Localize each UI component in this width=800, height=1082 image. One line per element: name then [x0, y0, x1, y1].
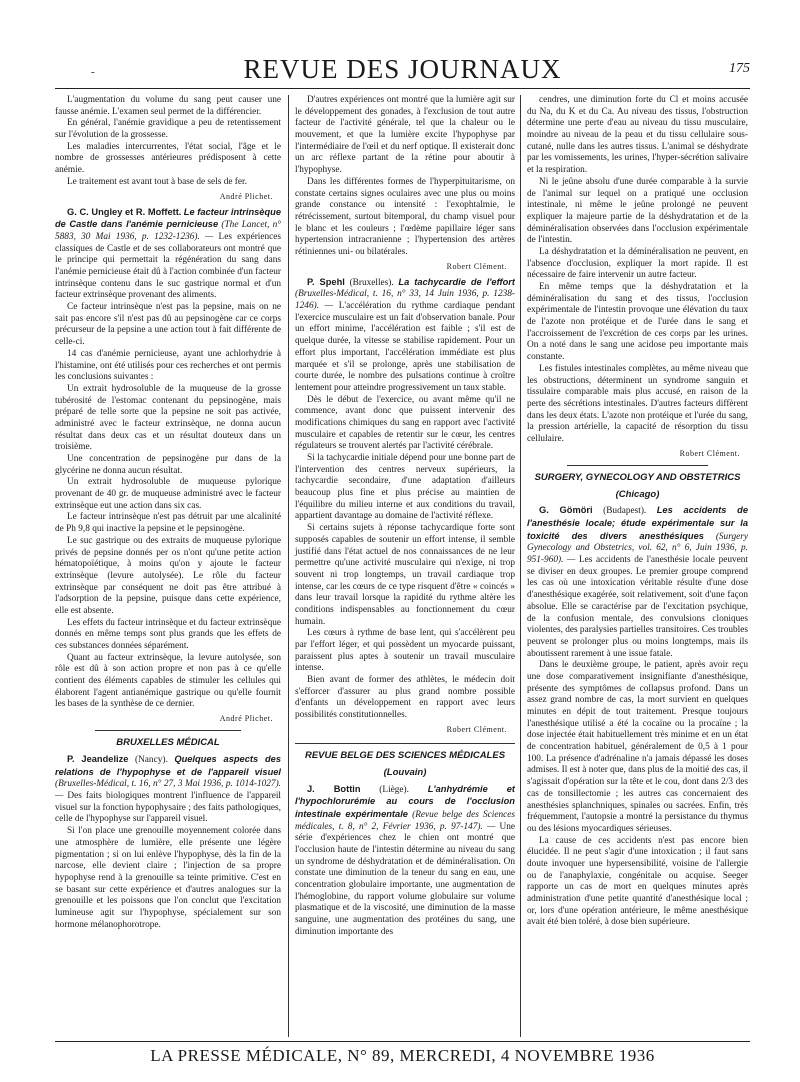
section-heading: SURGERY, GYNECOLOGY AND OBSTETRICS: [534, 471, 741, 483]
paragraph: Le facteur intrinsèque n'est pas détruit par une alcalinité de Ph 9,8 qui inactive la pepsine et le pepsinogène.: [55, 512, 281, 535]
paragraph: Dans les différentes formes de l'hyperpituitarisme, on constate certains signes oculaires avec une plus ou moins grande constance ou intensité : l'exophtalmie, le rétrécissement, surtout bitemporal, du champ visuel pour le blanc et les couleurs ; l'œdème papillaire léger sans hypertension intracranienne ; l'hypertension des artères rétiniennes uni- ou bilatérales.: [295, 176, 515, 257]
paragraph: D'autres expériences ont montré que la lumière agit sur le développement des gonades, à l'exclusion de tout autre facteur de l'activité générale, tel que la chaleur ou le mouvement, et que la lumière excite l'hypophyse par l'intermédiaire de l'œil et du nerf optique. Il existerait donc un arc réflexe partant de la rétine pour aboutir à l'hypophyse.: [295, 95, 515, 176]
paragraph: Bien avant de former des athlètes, le médecin doit s'efforcer d'assurer au plus grand nombre possible d'enfants un développement en rapport avec leurs possibilités constitutionnelles.: [295, 675, 515, 721]
article-author: G. C. Ungley et R. Moffett.: [67, 206, 182, 217]
paragraph: Les accidents de l'anesthésie locale peuvent se diviser en deux groupes. Le premier groupe comprend les cas où une intoxication véritable résulte d'une dose d'anesthésique exagérée, soit relativement, soit d'une façon absolue. Elle se caractérise par de l'excitation psychique, de la confusion mentale, des convulsions cloniques violentes, des paralysies partielles transitoires. Ces troubles peuvent se prolonger plus ou moins longtemps, mais ils aboutissent rarement à une issue fatale.: [527, 555, 748, 659]
article-title: Les accidents de l'anesthésie locale; étude expérimentale sur la toxicité des divers anesthésiques: [527, 505, 748, 541]
paragraph: 14 cas d'anémie pernicieuse, ayant une achlorhydrie à l'histamine, ont été utilisés pour ces recherches et ont permis les conclusions suivantes :: [55, 348, 281, 383]
article-columns: [55, 95, 747, 1037]
paragraph: L'accélération du rythme cardiaque pendant l'exercice musculaire est un fait d'observation banale. Pour un effort minime, l'accélération est faible ; s'il est de quelque durée, la vitesse se stabilise rapidement. Pour un effort plus important, l'accélération immédiate est plus marquée et s'il se prolonge, après une stabilisation de courte durée, le nombre des pulsations continue à croître lentement pour atteindre progressivement un taux stable.: [295, 301, 515, 393]
author-city: (Bruxelles).: [349, 277, 394, 288]
article-heading: [55, 754, 281, 826]
article-author: J. Bottin: [307, 783, 361, 794]
author-city: (Budapest).: [603, 506, 647, 517]
paragraph: Une série d'expériences chez le chien ont montré que l'occlusion haute de l'intestin détermine au niveau du sang un syndrome de déshydratation et de déminéralisation. On constate une diminution de la teneur du sang en eau, une concentration globulaire importante, une augmentation de l'hémoglobine, du rapport volume globulaire sur volume plasmatique et de la viscosité, une diminution de la masse sanguine, une augmentation des protéines du sang, une diminution importante des: [295, 821, 515, 937]
page-number: 175: [729, 61, 750, 76]
section-subheading: (Louvain): [383, 766, 427, 778]
paragraph: Le traitement est avant tout à base de sels de fer.: [67, 176, 247, 187]
article-author: P. Jeandelize: [67, 754, 129, 764]
article-heading: [295, 277, 515, 395]
footer-text: LA PRESSE MÉDICALE, N° 89, MERCREDI, 4 NOVEMBRE 1936: [150, 1046, 655, 1065]
article-heading: [55, 207, 281, 303]
journal-title: REVUE DES JOURNAUX: [243, 54, 562, 84]
column-1: [55, 95, 281, 1037]
paragraph: Un extrait hydrosoluble de la muqueuse de la grosse tubérosité de l'estomac contenant du pepsinogène, mais préparé de telle sorte que la pepsine ne soit pas activée, administré avec le facteur extrinsèque, ne donna aucun résultat dans deux cas et un résultat douteux dans un troisième.: [55, 383, 281, 453]
author-signature: André Plichet.: [219, 191, 273, 201]
paragraph: cendres, une diminution forte du Cl et moins accusée du Na, du K et du Ca. Au niveau des tissus, l'obstruction détermine une perte d'eau au niveau du tissu musculaire, moindre au niveau de la peau et du tissu cellulaire sous-cutané, nulle dans les autres tissus. L'animal se déshydrate par les vomissements, les urines, l'hyper-sécrétion salivaire et la respiration.: [527, 95, 748, 176]
article-reference: (Bruxelles-Médical, t. 16, n° 33, 14 Juin 1936, p. 1238-1246). —: [295, 289, 515, 312]
author-signature: Robert Clément.: [679, 448, 740, 458]
paragraph: Dès le début de l'exercice, ou avant même qu'il ne commence, avant donc que puissent intervenir des modifications chimiques du sang en rapport avec l'activité musculaire et capables de retentir sur le cœur, les centres régulateurs se trouvent alertés par l'activité cérébrale.: [295, 394, 515, 452]
author-signature: Robert Clément.: [446, 261, 507, 271]
paragraph: Si certains sujets à réponse tachycardique forte sont supposés capables de soutenir un effort intense, il semble justifié dans l'état actuel de nos connaissances de ne leur permettre qu'une activité musculaire qui n'exige, ni trop souvent ni trop longtemps, un travail cardiaque trop intense, car les cœurs de ce type risquent d'être « coincés » dans leur travail lorsque la rapidité du rythme altère les conditions indispensables au fonctionnement du cœur humain.: [295, 523, 515, 627]
author-signature: André Plichet.: [219, 714, 273, 724]
paragraph: Dans le deuxième groupe, le patient, après avoir reçu une dose comparativement insignifiante d'anesthésique, présente des symptômes de collapsus profond. Dans un assez grand nombre de cas, la mort survient en quelques minutes en dépit de tout traitement. Presque toujours l'anesthésique utilisé a été la cocaïne ou la procaïne ; la dose injectée était habituellement très minime et en un état de concentration habituel, généralement de 0,5 à 1 pour 100. La présence d'adrénaline n'a jamais dépassé les doses admises. Il est à noter que, dans plus de la moitié des cas, il s'agissait d'opération sur la tête et le cou, dont dans 2/3 des cas de tonsillectomie ; les autres cas concernaient des anesthésies splanchniques, spinales ou sacrées. Enfin, très fréquemment, l'autopsie a montré la persistance du thymus ou des lésions myocardiques sérieuses.: [527, 660, 748, 834]
article-heading: [295, 784, 515, 939]
paragraph: Les cœurs à rythme de base lent, qui s'accélèrent peu par l'effort léger, et qui possèdent un myocarde puissant, paraissent plus aptes à soutenir un travail musculaire intense.: [295, 628, 515, 674]
paragraph: Une concentration de pepsinogène pur dans de la glycérine ne donna aucun résultat.: [55, 454, 281, 476]
divider: [295, 743, 515, 744]
author-city: (Liège).: [379, 784, 409, 795]
page-header: [55, 54, 750, 89]
paragraph: Si la tachycardie initiale dépend pour une bonne part de l'intervention des centres nerveux supérieurs, la tachycardie secondaire, d'une adaptation d'ailleurs beaucoup plus fine et plus précise au maintien de l'équilibre du milieu interne et aux conditions du travail, appartient davantage au domaine de l'activité réflexe.: [295, 453, 515, 522]
column-3: [520, 95, 748, 1037]
paragraph: Si l'on place une grenouille moyennement colorée dans une atmosphère de lumière, elle présente une légère pigmentation ; si on lui enlève l'hypophyse, dès la fin de la narcose, elle devient claire ; l'injection de sa propre hypophyse rend à la grenouille sa teinte primitive. C'est en se basant sur cette expérience et d'autres analogues sur la grenouille et les poissons que l'on conclut que l'excitation lumineuse agit sur l'hypophyse, spécialement sur son hormone mélanophorotrope.: [55, 826, 281, 930]
section-heading: BRUXELLES MÉDICAL: [116, 737, 220, 749]
article-reference: (Surgery Gynecology and Obstetrics, vol. 62, n° 6, Juin 1936, p. 951-960). —: [527, 531, 748, 566]
author-signature: Robert Clément.: [446, 724, 507, 734]
paragraph: La déshydratation et la déminéralisation ne peuvent, en l'absence d'occlusion, expliquer la mort rapide. Il est nécessaire de faire intervenir un autre facteur.: [527, 246, 748, 281]
paragraph: L'augmentation du volume du sang peut causer une fausse anémie. L'examen seul permet de la différencier.: [55, 95, 281, 117]
section-heading: REVUE BELGE DES SCIENCES MÉDICALES: [304, 749, 506, 761]
divider: [95, 730, 241, 731]
article-title: Quelques aspects des relations de l'hypophyse et de l'appareil visuel: [55, 754, 281, 777]
paragraph: Ce facteur intrinsèque n'est pas la pepsine, mais on ne sait pas encore s'il n'est pas dû au pepsinogène car ce corps précurseur de la pepsine a une action tout à fait différente de celle-ci.: [55, 302, 281, 348]
paragraph: Les expériences classiques de Castle et de ses collaborateurs ont montré que le principe qui permettait la régénération du sang dans l'anémie pernicieuse était dû à l'action combinée d'un facteur intrinsèque contenu dans le suc gastrique normal et d'un facteur extrinsèque provenant des aliments.: [55, 231, 281, 301]
column-2: [288, 95, 515, 1037]
article-author: G. Gömöri: [539, 505, 593, 516]
page-footer: [55, 1041, 750, 1066]
article-reference: (The Lancet, n° 5883, 30 Mai 1936, p. 1232-1236). —: [55, 220, 281, 242]
section-subheading: (Chicago): [615, 488, 660, 500]
paragraph: Des faits biologiques montrent l'influence de l'appareil visuel sur la fonction hypophysaire ; des faits pathologiques, celle de l'hypophyse sur l'appareil visuel.: [55, 791, 281, 825]
header-dash: -: [91, 66, 95, 78]
article-author: P. Spehl: [307, 276, 345, 287]
paragraph: Un extrait hydrosoluble de muqueuse pylorique provenant de 40 gr. de muqueuse administré avec le facteur extrinsèque eut une action dans six cas.: [55, 477, 281, 511]
article-title: L'anhydrémie et l'hypochlorurémie au cours de l'occlusion intestinale expérimentale: [295, 783, 515, 819]
paragraph: Le suc gastrique ou des extraits de muqueuse pylorique privés de pepsine donnés per os n'ont qu'une petite action hématopoïétique, à moins qu'on y ajoute le facteur extrinsèque (levure autolysée). Le rôle du facteur extrinsèque par conséquent ne doit pas être attribué à l'adsorption de la pepsine, puisque dans cette expérience, elle est absente.: [55, 535, 281, 616]
paragraph: Les effets du facteur intrinsèque et du facteur extrinsèque donnés en même temps sont plus grands que les effets de ces substances données séparément.: [55, 617, 281, 651]
paragraph: La cause de ces accidents n'est pas encore bien élucidée. Il ne peut s'agir d'une intoxication ; il faut sans doute invoquer une hypersensibilité, voisine de l'allergie ou de l'anaphylaxie, congénitale ou acquise. Seeger rapporte un cas de mort en quelques minutes après administration d'une petite quantité d'anesthésique local ; or, lors d'une opération antérieure, le même anesthésique avait été bien toléré, à dose bien supérieure.: [527, 835, 748, 928]
article-heading: [527, 505, 748, 660]
divider: [567, 465, 708, 466]
paragraph: Les maladies intercurrentes, l'état social, l'âge et le nombre de grossesses antérieures prédisposent à cette anémie.: [55, 141, 281, 176]
article-title: La tachycardie de l'effort: [398, 276, 515, 287]
article-reference: (Bruxelles-Médical, t. 16, n° 27, 3 Mai 1936, p. 1014-1027). —: [55, 779, 281, 802]
article-title: Le facteur intrinsèque de Castle dans l'anémie pernicieuse: [55, 206, 281, 230]
paragraph: En général, l'anémie gravidique a peu de retentissement sur l'évolution de la grossesse.: [55, 118, 281, 141]
author-city: (Nancy).: [135, 755, 168, 765]
paragraph: Quant au facteur extrinsèque, la levure autolysée, son rôle est dû à son action propre et non pas à ce qu'elle contient des éléments capables de stimuler les cellules qui élaborent l'agent antianémique gastrique ou qu'elle fournit les bases de la synthèse de ce dernier.: [55, 652, 281, 710]
paragraph: Les fistules intestinales complètes, au même niveau que les obstructions, déterminent un syndrome sanguin et tissulaire comparable mais plus accusé, en raison de la perte des sécrétions intestinales. D'autres facteurs diffèrent dans les deux états. L'azote non protéique et l'urée du sang, la pression artérielle, la capacité de résorption du tissu cellulaire.: [527, 363, 748, 444]
paragraph: Ni le jeûne absolu d'une durée comparable à la survie de l'animal sur lequel on a pratiqué une occlusion intestinale, ni même le jeûne prolongé ne peuvent expliquer la majeure partie de la déshydratation et de la déminéralisation observées dans l'occlusion expérimentale de l'intestin.: [527, 176, 748, 246]
paragraph: En même temps que la déshydratation et la déminéralisation du sang et des tissus, l'occlusion expérimentale de l'intestin provoque une élévation du taux de l'azote non protéique et de l'urée dans le sang et l'accroissement de l'excrétion de ces corps par les urines. On a noté dans le sang une acidose peu importante mais constante.: [527, 282, 748, 363]
article-reference: (Revue belge des Sciences médicales, t. 8, n° 2, Février 1936, p. 97-147). —: [295, 809, 515, 832]
